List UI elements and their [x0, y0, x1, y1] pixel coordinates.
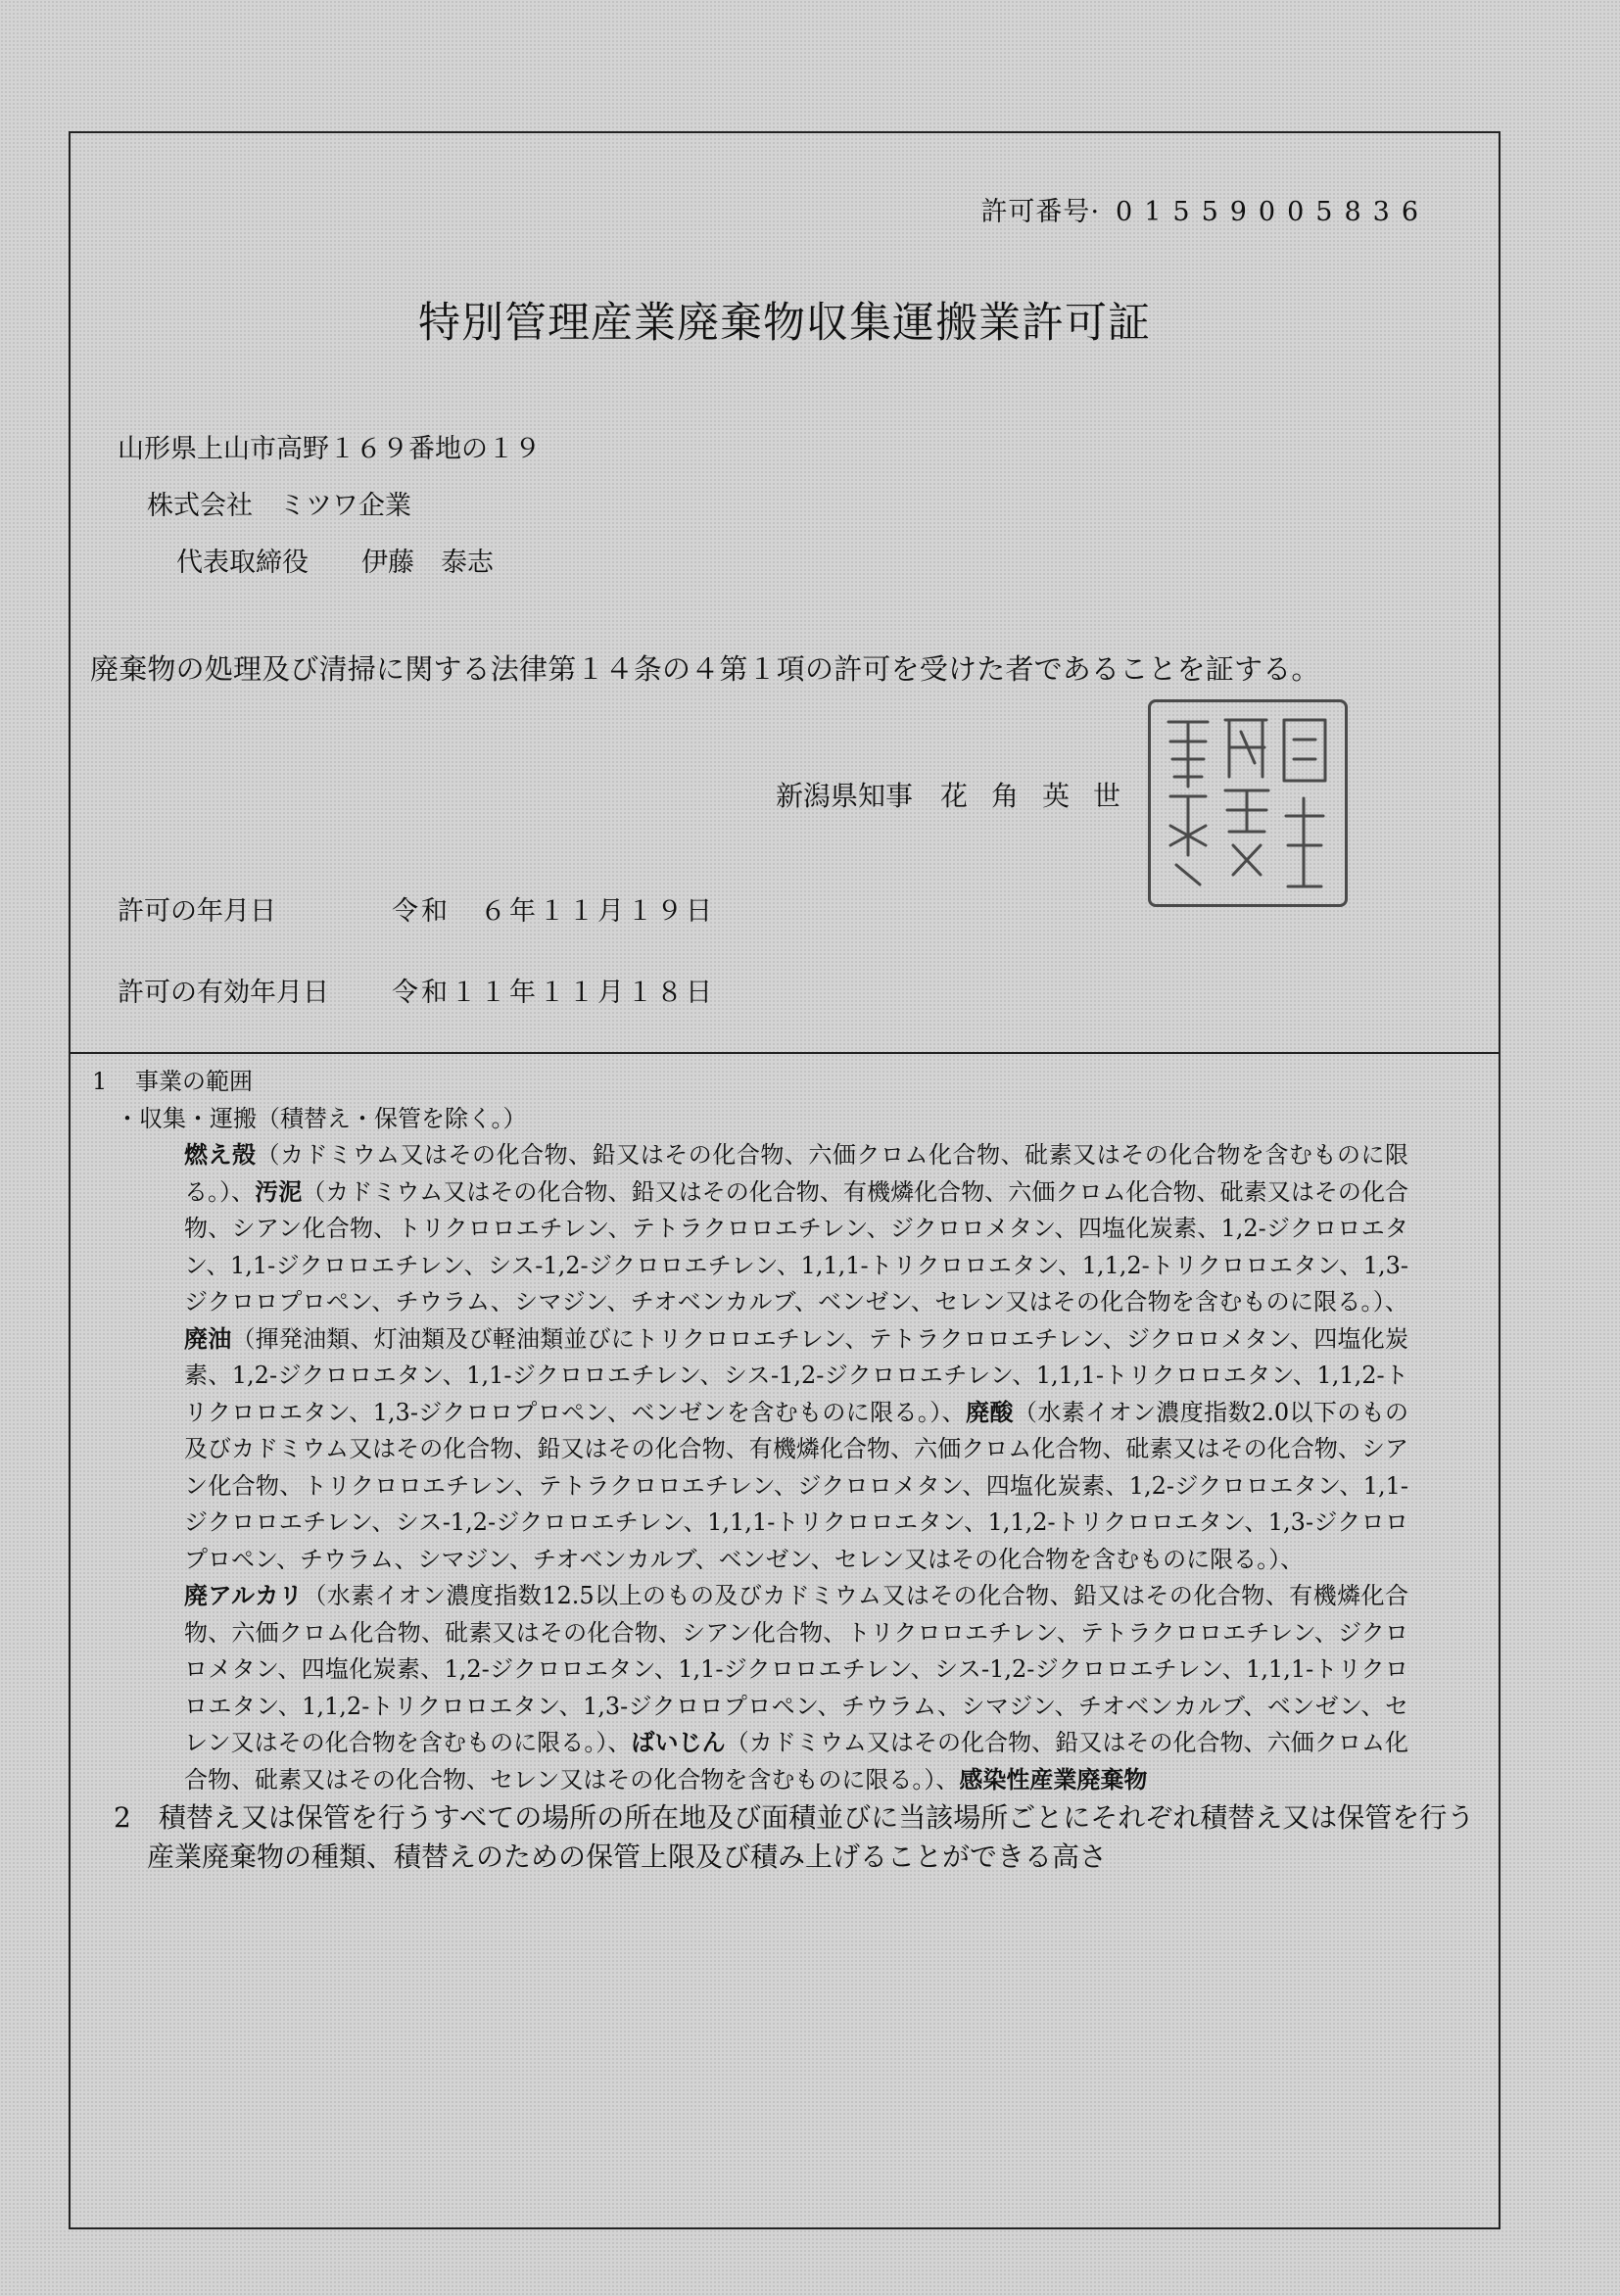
material-conditions: （水素イオン濃度指数12.5以上のもの及びカドミウム又はその化合物、鉛又はその化合物、有機燐化合物、六価クロム化合物、砒素又はその化合物、シアン化合物、トリクロロエチレン、テトラクロロエチレン、ジクロロメタン、四塩化炭素、1,2-ジクロロエタン、1,1-ジクロロエチレン、シス-1,2-ジクロロエチレン、1,1,1-トリクロロエタン、1,1,2-トリクロロエタン、1,3-ジクロロプロペン、チウラム、シマジン、チオベンカルブ、ベンゼン、セレン又はその化合物を含むものに限る。）、 — [184, 1582, 1408, 1756]
valid-date-value: 令和１１年１１月１８日 — [392, 978, 715, 1008]
valid-date-label: 許可の有効年月日 — [118, 978, 329, 1008]
certificate-frame — [69, 131, 1501, 2229]
scope-item-2-text: 積替え又は保管を行うすべての場所の所在地及び面積並びに当該場所ごとにそれぞれ積替え又は保管を行う産業廃棄物の種類、積替えのための保管上限及び積み上げることができる高さ — [147, 1801, 1475, 1873]
scope-heading — [86, 1064, 1477, 1101]
materials-list — [86, 1137, 1408, 1798]
issuer-name: 花角英世 — [940, 780, 1145, 812]
permit-date-value: 令和 ６年１１月１９日 — [392, 896, 715, 927]
official-seal-icon — [1148, 699, 1348, 907]
material-conditions: （揮発油類、灯油類及び軽油類並びにトリクロロエチレン、テトラクロロエチレン、ジクロロメタン、四塩化炭素、1,2-ジクロロエタン、1,1-ジクロロエチレン、シス-1,2-ジクロロエチレン、1,1,1-トリクロロエタン、1,1,2-トリクロロエタン、1,3-ジクロロプロペン、ベンゼンを含むものに限る。）、 — [184, 1324, 1409, 1426]
representative-title: 代表取締役 — [176, 548, 309, 578]
scope-item-number: 1 — [92, 1068, 108, 1095]
permit-number-separator: · — [1090, 197, 1101, 227]
seal-glyphs-icon — [1157, 708, 1339, 898]
permit-number-label: 許可番号 — [980, 197, 1091, 227]
holder-representative — [176, 541, 494, 579]
material-name: 燃え殻 — [184, 1141, 257, 1169]
permit-date-label: 許可の年月日 — [118, 896, 276, 927]
material-name: 廃油 — [184, 1324, 232, 1353]
scope-item-2 — [86, 1798, 1479, 1877]
document-title: 特別管理産業廃棄物収集運搬業許可証 — [418, 299, 1151, 348]
scope-sub-heading: ・収集・運搬（積替え・保管を除く。） — [116, 1104, 527, 1132]
permit-number — [980, 190, 1430, 228]
scope-item-heading: 事業の範囲 — [135, 1068, 253, 1095]
material-name: 感染性産業廃棄物 — [959, 1765, 1148, 1794]
holder-address: 山形県上山市高野１６９番地の１９ — [118, 434, 541, 464]
material-name: 廃酸 — [966, 1398, 1014, 1426]
scope-item-2-number: 2 — [114, 1801, 131, 1834]
issuer-title: 新潟県知事 — [776, 780, 914, 812]
material-conditions: （カドミウム又はその化合物、鉛又はその化合物、六価クロム化合物、砒素又はその化合物、セレン又はその化合物を含むものに限る。）、 — [184, 1729, 1408, 1794]
issuer — [776, 775, 1144, 814]
material-conditions: （カドミウム又はその化合物、鉛又はその化合物、有機燐化合物、六価クロム化合物、砒素又はその化合物、シアン化合物、トリクロロエチレン、テトラクロロエチレン、ジクロロメタン、四塩化炭素、1,2-ジクロロエタン、1,1-ジクロロエチレン、シス-1,2-ジクロロエチレン、1,1,1-トリクロロエタン、1,1,2-トリクロロエタン、1,3-ジクロロプロペン、チウラム、シマジン、チオベンカルブ、ベンゼン、セレン又はその化合物を含むものに限る。）、 — [184, 1177, 1408, 1315]
representative-name: 伊藤 泰志 — [361, 548, 494, 578]
material-name: ばいじん — [631, 1729, 726, 1756]
section-divider — [71, 1052, 1499, 1054]
material-name: 汚泥 — [255, 1177, 303, 1206]
material-conditions: （カドミウム又はその化合物、鉛又はその化合物、六価クロム化合物、砒素又はその化合物を含むものに限る。）、 — [184, 1141, 1408, 1206]
holder-company: 株式会社 ミツワ企業 — [147, 491, 411, 521]
certification-statement: 廃棄物の処理及び清掃に関する法律第１４条の４第１項の許可を受けた者であることを証する。 — [90, 652, 1320, 686]
material-name: 廃アルカリ — [184, 1582, 304, 1609]
business-scope — [86, 1064, 1477, 1877]
material-conditions: （水素イオン濃度指数2.0以下のもの及びカドミウム又はその化合物、鉛又はその化合物、有機燐化合物、六価クロム化合物、砒素又はその化合物、シアン化合物、トリクロロエチレン、テトラクロロエチレン、ジクロロメタン、四塩化炭素、1,2-ジクロロエタン、1,1-ジクロロエチレン、シス-1,2-ジクロロエチレン、1,1,1-トリクロロエタン、1,1,2-トリクロロエタン、1,3-ジクロロプロペン、チウラム、シマジン、チオベンカルブ、ベンゼン、セレン又はその化合物を含むものに限る。）、 — [184, 1398, 1408, 1573]
permit-number-value: 01559005836 — [1116, 197, 1430, 227]
